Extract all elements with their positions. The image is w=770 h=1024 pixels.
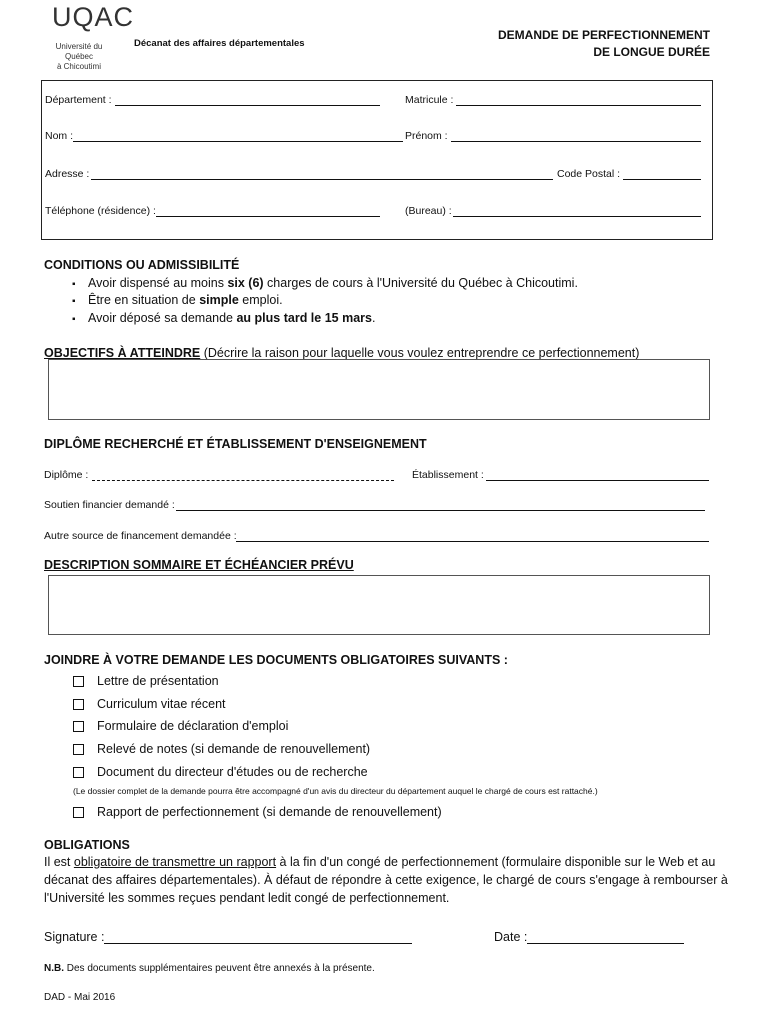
telephone-label: Téléphone (résidence) : (45, 205, 156, 217)
conditions-heading: CONDITIONS OU ADMISSIBILITÉ (44, 258, 240, 272)
nom-field[interactable] (73, 141, 403, 142)
condition-text: Avoir dispensé au moins (88, 276, 228, 290)
form-code: DAD - Mai 2016 (44, 992, 116, 1003)
logo-subtitle-line-1: Université du Québec (55, 42, 103, 61)
nom-label: Nom : (45, 130, 74, 142)
department-name: Décanat des affaires départementales (134, 38, 305, 49)
signature-label: Signature : (44, 930, 105, 944)
condition-text: . (371, 311, 376, 325)
document-item[interactable] (73, 697, 226, 711)
soutien-field[interactable] (176, 510, 705, 511)
form-title-line-2: DE LONGUE DURÉE (593, 45, 710, 59)
prenom-field[interactable] (451, 141, 701, 142)
signature-field[interactable] (104, 943, 412, 944)
obligations-line-3: l'Université les sommes reçues pendant ledit congé de perfectionnement. (44, 891, 450, 905)
checkbox[interactable] (73, 699, 84, 710)
document-label: Curriculum vitae récent (97, 697, 226, 711)
objectifs-heading: OBJECTIFS À ATTEINDRE (44, 346, 201, 360)
prenom-label: Prénom : (405, 130, 448, 142)
checkbox[interactable] (73, 807, 84, 818)
logo-subtitle-line-2: à Chicoutimi (56, 62, 101, 71)
document-item[interactable] (73, 719, 288, 733)
condition-text: Avoir déposé sa demande (88, 311, 237, 325)
etablissement-field[interactable] (486, 480, 709, 481)
autre-financement-label: Autre source de financement demandée : (44, 530, 237, 542)
form-title (498, 27, 710, 61)
condition-item (72, 276, 578, 290)
description-heading: DESCRIPTION SOMMAIRE ET ÉCHÉANCIER PRÉVU (44, 558, 354, 572)
code-postal-label: Code Postal : (557, 168, 621, 180)
condition-item (72, 311, 375, 325)
document-label: Relevé de notes (si demande de renouvellement) (97, 742, 371, 756)
document-label: Rapport de perfectionnement (si demande de renouvellement) (97, 805, 442, 819)
matricule-field[interactable] (456, 105, 701, 106)
departement-label: Département : (45, 94, 112, 106)
documents-note: (Le dossier complet de la demande pourra être accompagné d'un avis du directeur du département auquel le chargé de cours est rattaché.) (73, 786, 598, 796)
checkbox[interactable] (73, 767, 84, 778)
obligations-text: à la fin d'un congé de perfectionnement (formulaire disponible sur le Web et au (276, 855, 716, 869)
obligations-emphasis: obligatoire de transmettre un rapport (73, 855, 277, 869)
document-label: Formulaire de déclaration d'emploi (97, 719, 289, 733)
bureau-field[interactable] (453, 216, 701, 217)
etablissement-label: Établissement : (412, 469, 484, 481)
condition-item (72, 293, 283, 307)
form-title-line-1: DEMANDE DE PERFECTIONNEMENT (497, 28, 710, 42)
condition-emphasis: au plus tard le 15 mars (236, 311, 372, 325)
autre-financement-field[interactable] (236, 541, 709, 542)
date-label: Date : (494, 930, 528, 944)
documents-heading: JOINDRE À VOTRE DEMANDE LES DOCUMENTS OBLIGATOIRES SUIVANTS : (44, 653, 508, 667)
logo-subtitle (44, 42, 114, 72)
nb-text: Des documents supplémentaires peuvent être annexés à la présente. (64, 963, 375, 974)
checkbox[interactable] (73, 676, 84, 687)
adresse-label: Adresse : (45, 168, 90, 180)
condition-text: emploi. (238, 293, 283, 307)
condition-text: charges de cours à l'Université du Québec à Chicoutimi. (263, 276, 578, 290)
objectifs-textbox[interactable] (48, 359, 710, 420)
obligations-heading: OBLIGATIONS (44, 838, 130, 852)
document-item[interactable] (73, 765, 368, 779)
nb-note (44, 963, 375, 974)
soutien-label: Soutien financier demandé : (44, 499, 175, 511)
description-textbox[interactable] (48, 575, 710, 635)
condition-emphasis: simple (199, 293, 239, 307)
departement-field[interactable] (115, 105, 380, 106)
matricule-label: Matricule : (405, 94, 454, 106)
diplome-field[interactable] (92, 480, 394, 481)
objectifs-note: (Décrire la raison pour laquelle vous voulez entreprendre ce perfectionnement) (200, 346, 640, 360)
obligations-line-1 (44, 855, 715, 869)
condition-text: Être en situation de (88, 293, 200, 307)
document-item[interactable] (73, 674, 219, 688)
code-postal-field[interactable] (623, 179, 701, 180)
bureau-label: (Bureau) : (405, 205, 452, 217)
adresse-field[interactable] (91, 179, 553, 180)
checkbox[interactable] (73, 744, 84, 755)
document-label: Document du directeur d'études ou de recherche (97, 765, 368, 779)
uqac-logo: UQAC (52, 2, 135, 32)
nb-label: N.B. (44, 963, 64, 974)
condition-emphasis: six (6) (227, 276, 264, 290)
telephone-field[interactable] (156, 216, 380, 217)
document-label: Lettre de présentation (97, 674, 219, 688)
obligations-line-2: décanat des affaires départementales). À défaut de répondre à cette exigence, le chargé de cours s'engage à rembourser à (44, 873, 728, 887)
date-field[interactable] (527, 943, 684, 944)
document-item[interactable] (73, 742, 370, 756)
obligations-text: Il est (44, 855, 74, 869)
checkbox[interactable] (73, 721, 84, 732)
diplome-heading: DIPLÔME RECHERCHÉ ET ÉTABLISSEMENT D'ENSEIGNEMENT (44, 437, 427, 451)
diplome-label: Diplôme : (44, 469, 89, 481)
document-item[interactable] (73, 805, 442, 819)
